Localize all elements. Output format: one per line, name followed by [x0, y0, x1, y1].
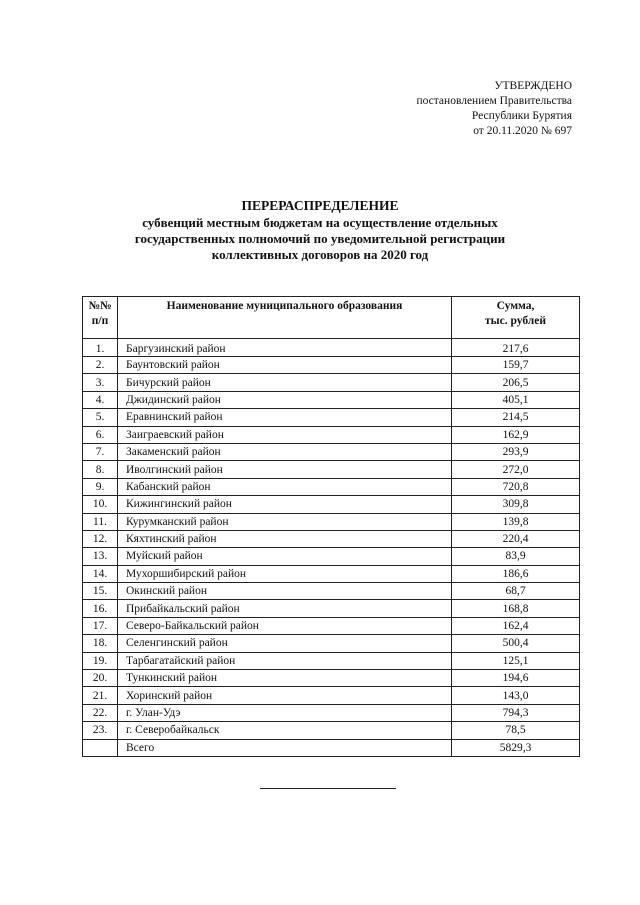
total-name: Всего: [118, 739, 452, 756]
row-num: 5.: [83, 409, 118, 426]
row-num: 19.: [83, 652, 118, 669]
row-sum: 720,8: [452, 478, 580, 495]
row-num: 13.: [83, 548, 118, 565]
approval-line-date: от 20.11.2020 № 697: [473, 125, 572, 137]
row-name: г. Северобайкальск: [118, 722, 452, 739]
table-row: [83, 583, 580, 600]
row-sum: 78,5: [452, 722, 580, 739]
title-main: ПЕРЕРАСПРЕДЕЛЕНИЕ: [241, 198, 399, 213]
row-sum: 220,4: [452, 530, 580, 547]
table-total-row: [83, 739, 580, 756]
row-num: 12.: [83, 530, 118, 547]
row-num: 18.: [83, 635, 118, 652]
row-name: Тункинский район: [118, 670, 452, 687]
row-num: 1.: [83, 339, 118, 357]
table-body: [83, 339, 580, 757]
table-header-row: [83, 297, 580, 339]
row-sum: 272,0: [452, 461, 580, 478]
row-sum: 186,6: [452, 565, 580, 582]
approval-stamp: [416, 79, 572, 139]
row-num: 21.: [83, 687, 118, 704]
row-name: Баргузинский район: [118, 339, 452, 357]
row-name: Кяхтинский район: [118, 530, 452, 547]
row-num: 11.: [83, 513, 118, 530]
title-line-3: государственных полномочий по уведомительной регистрации: [134, 231, 506, 246]
table-row: [83, 652, 580, 669]
header-num-line1: №№: [88, 300, 112, 312]
row-num: 8.: [83, 461, 118, 478]
row-sum: 162,9: [452, 426, 580, 443]
table-row: [83, 443, 580, 460]
header-num-line2: п/п: [91, 315, 109, 327]
row-num: 15.: [83, 583, 118, 600]
row-sum: 794,3: [452, 704, 580, 721]
row-name: Баунтовский район: [118, 357, 452, 374]
table-row: [83, 496, 580, 513]
table-row: [83, 548, 580, 565]
table-row: [83, 374, 580, 391]
row-name: Окинский район: [118, 583, 452, 600]
row-name: Заиграевский район: [118, 426, 452, 443]
row-num: 7.: [83, 443, 118, 460]
row-name: Кабанский район: [118, 478, 452, 495]
header-sum: [452, 297, 580, 339]
row-sum: 83,9: [452, 548, 580, 565]
approval-line-republic: Республики Бурятия: [471, 110, 572, 122]
header-sum-line1: Сумма,: [496, 300, 535, 312]
total-sum: 5829,3: [452, 739, 580, 756]
footer-divider: [260, 788, 396, 789]
approval-line-resolution: постановлением Правительства: [416, 95, 572, 107]
row-name: Селенгинский район: [118, 635, 452, 652]
row-name: Хоринский район: [118, 687, 452, 704]
row-sum: 143,0: [452, 687, 580, 704]
row-sum: 139,8: [452, 513, 580, 530]
row-num: 23.: [83, 722, 118, 739]
approval-title: УТВЕРЖДЕНО: [494, 80, 572, 92]
table-row: [83, 339, 580, 357]
row-name: Курумканский район: [118, 513, 452, 530]
row-name: г. Улан-Удэ: [118, 704, 452, 721]
title-line-4: коллективных договоров на 2020 год: [211, 247, 429, 262]
row-num: 17.: [83, 617, 118, 634]
row-sum: 500,4: [452, 635, 580, 652]
table-row: [83, 704, 580, 721]
table-row: [83, 670, 580, 687]
row-num: 10.: [83, 496, 118, 513]
row-num: 16.: [83, 600, 118, 617]
row-name: Еравнинский район: [118, 409, 452, 426]
row-name: Закаменский район: [118, 443, 452, 460]
row-sum: 405,1: [452, 391, 580, 408]
row-sum: 68,7: [452, 583, 580, 600]
row-sum: 168,8: [452, 600, 580, 617]
table-row: [83, 565, 580, 582]
row-name: Прибайкальский район: [118, 600, 452, 617]
table-row: [83, 635, 580, 652]
row-sum: 206,5: [452, 374, 580, 391]
table-row: [83, 357, 580, 374]
title-line-2: субвенций местным бюджетам на осуществление отдельных: [142, 215, 498, 230]
row-name: Кижингинский район: [118, 496, 452, 513]
row-name: Северо-Байкальский район: [118, 617, 452, 634]
row-name: Иволгинский район: [118, 461, 452, 478]
row-num: 9.: [83, 478, 118, 495]
table-row: [83, 530, 580, 547]
row-sum: 214,5: [452, 409, 580, 426]
table-row: [83, 513, 580, 530]
table-row: [83, 687, 580, 704]
row-sum: 293,9: [452, 443, 580, 460]
row-name: Джидинский район: [118, 391, 452, 408]
row-num: 20.: [83, 670, 118, 687]
row-num: 4.: [83, 391, 118, 408]
table-row: [83, 391, 580, 408]
table-row: [83, 426, 580, 443]
row-num: 6.: [83, 426, 118, 443]
header-sum-line2: тыс. рублей: [485, 315, 546, 327]
row-name: Мухоршибирский район: [118, 565, 452, 582]
row-sum: 194,6: [452, 670, 580, 687]
table-row: [83, 617, 580, 634]
row-sum: 125,1: [452, 652, 580, 669]
row-num: 14.: [83, 565, 118, 582]
total-num: [83, 739, 118, 756]
document-title: [0, 198, 640, 263]
row-num: 3.: [83, 374, 118, 391]
table-row: [83, 409, 580, 426]
table-row: [83, 600, 580, 617]
row-sum: 309,8: [452, 496, 580, 513]
subsidy-table: [82, 296, 580, 757]
row-name: Бичурский район: [118, 374, 452, 391]
header-name: Наименование муниципального образования: [118, 297, 452, 339]
row-name: Тарбагатайский район: [118, 652, 452, 669]
row-sum: 159,7: [452, 357, 580, 374]
table-row: [83, 461, 580, 478]
row-num: 2.: [83, 357, 118, 374]
table-row: [83, 722, 580, 739]
table-row: [83, 478, 580, 495]
header-num: [83, 297, 118, 339]
row-num: 22.: [83, 704, 118, 721]
row-sum: 162,4: [452, 617, 580, 634]
row-name: Муйский район: [118, 548, 452, 565]
row-sum: 217,6: [452, 339, 580, 357]
